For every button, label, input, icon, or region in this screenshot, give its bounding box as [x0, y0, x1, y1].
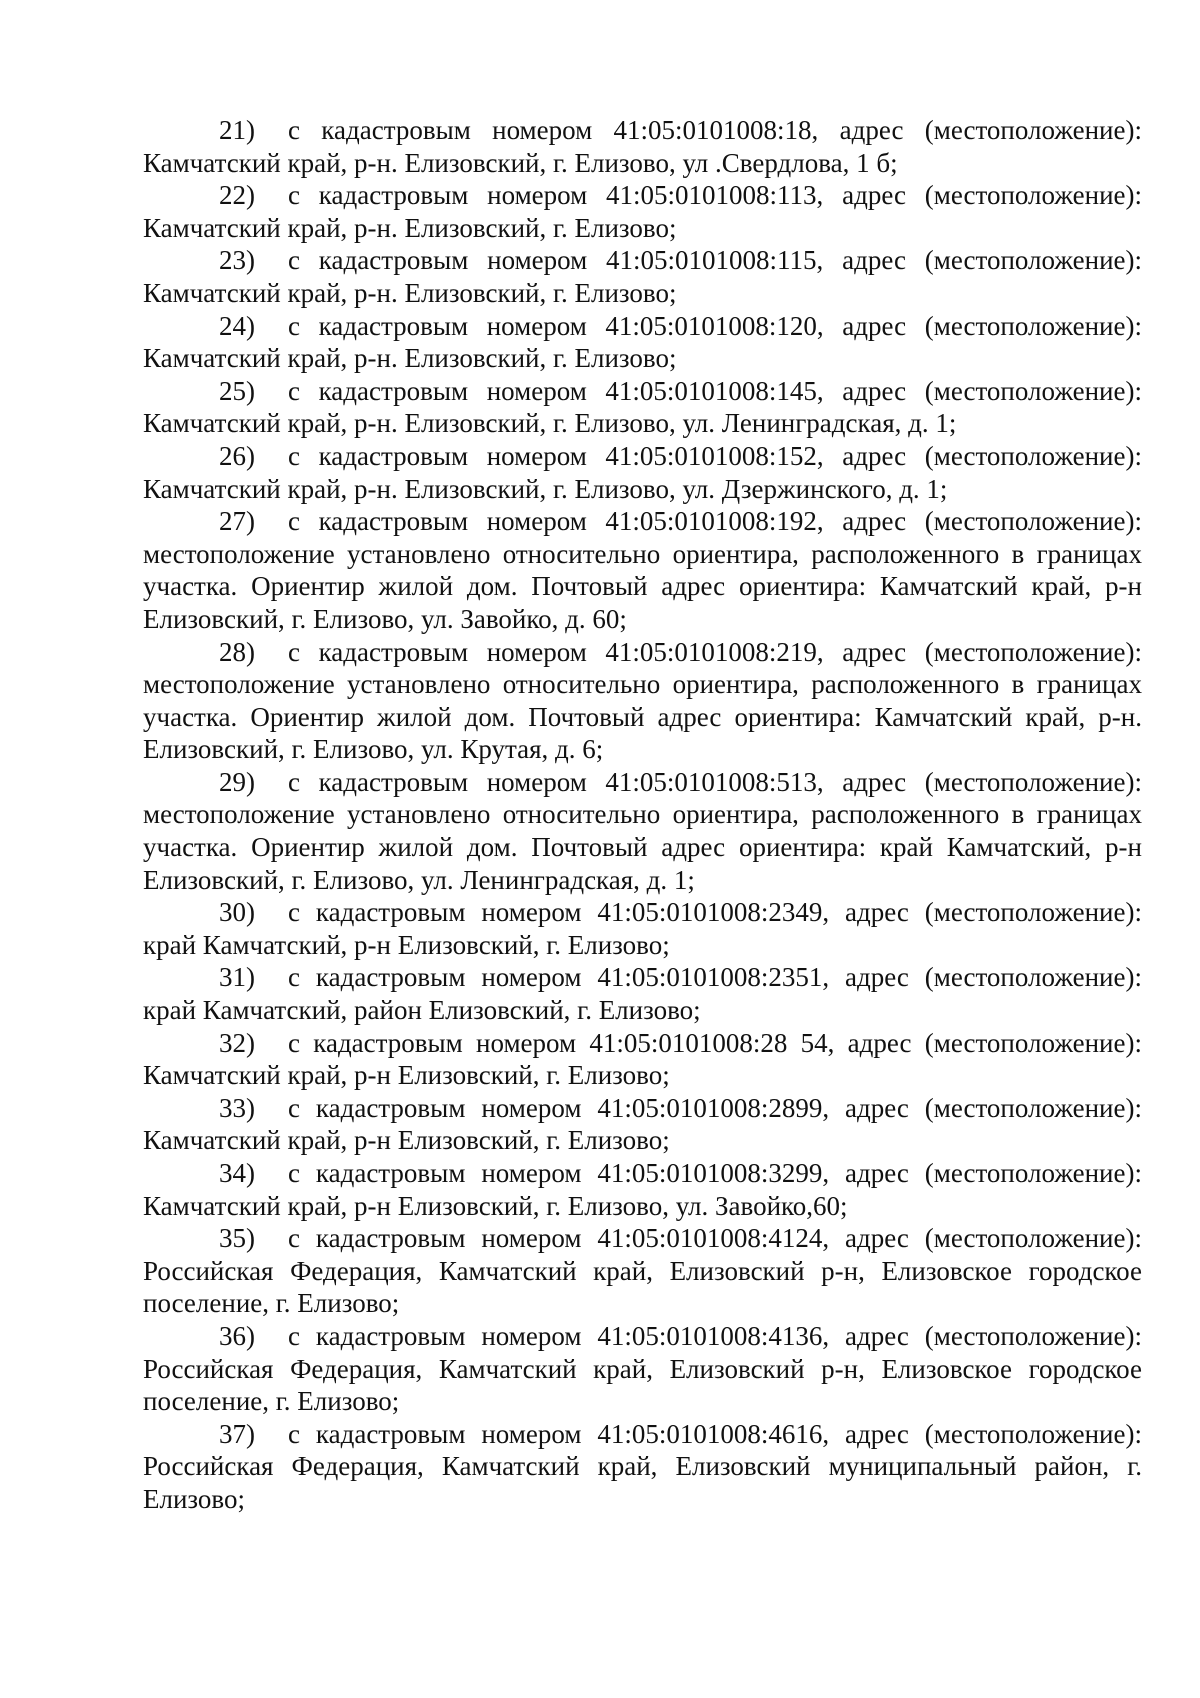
item-number: 34): [219, 1158, 255, 1188]
item-text: с кадастровым номером 41:05:0101008:28 54, адрес (местоположение): Камчатский край, р-н Елизовский, г. Елизово;: [143, 1027, 1142, 1091]
item-text: с кадастровым номером 41:05:0101008:145, адрес (местоположение): Камчатский край, р-н. Елизовский, г. Елизово, ул. Ленинградская, д. 1;: [143, 375, 1142, 439]
item-text: с кадастровым номером 41:05:0101008:219, адрес (местоположение): местоположение установлено относительно ориентира, расположенного в границах участка. Ориентир жилой дом. Почтовый адрес ориентира: Камчатский край, р-н. Елизовский, г. Елизово, ул. Крутая, д. 6;: [143, 636, 1142, 765]
item-text: с кадастровым номером 41:05:0101008:3299, адрес (местоположение): Камчатский край, р-н Елизовский, г. Елизово, ул. Завойко,60;: [143, 1158, 1142, 1221]
item-text: с кадастровым номером 41:05:0101008:2899, адрес (местоположение): Камчатский край, р-н Елизовский, г. Елизово;: [143, 1092, 1142, 1156]
list-item: [143, 1027, 1142, 1092]
list-item: [143, 244, 1142, 309]
item-text: с кадастровым номером 41:05:0101008:4136, адрес (местоположение): Российская Федерация, Камчатский край, Елизовский р-н, Елизовское городское поселение, г. Елизово;: [143, 1320, 1142, 1417]
item-text: с кадастровым номером 41:05:0101008:4124, адрес (местоположение): Российская Федерация, Камчатский край, Елизовский р-н, Елизовское городское поселение, г. Елизово;: [143, 1223, 1142, 1319]
list-item: [143, 310, 1142, 375]
item-number: 26): [219, 440, 255, 471]
list-item: [143, 179, 1142, 244]
item-number: 36): [219, 1320, 255, 1351]
item-text: с кадастровым номером 41:05:0101008:513, адрес (местоположение): местоположение установлено относительно ориентира, расположенного в границах участка. Ориентир жилой дом. Почтовый адрес ориентира: край Камчатский, р-н Елизовский, г. Елизово, ул. Ленинградская, д. 1;: [143, 766, 1142, 895]
item-number: 27): [219, 506, 255, 537]
item-number: 29): [219, 766, 255, 797]
item-number: 25): [219, 375, 255, 406]
item-text: с кадастровым номером 41:05:0101008:2349, адрес (местоположение): край Камчатский, р-н Елизовский, г. Елизово;: [143, 897, 1142, 960]
item-text: с кадастровым номером 41:05:0101008:113, адрес (местоположение): Камчатский край, р-н. Елизовский, г. Елизово;: [143, 180, 1142, 243]
item-number: 21): [219, 115, 255, 145]
list-item: [143, 1157, 1142, 1222]
list-item: [143, 1092, 1142, 1157]
item-text: с кадастровым номером 41:05:0101008:115, адрес (местоположение): Камчатский край, р-н. Елизовский, г. Елизово;: [143, 245, 1142, 308]
item-number: 37): [219, 1418, 255, 1449]
item-text: с кадастровым номером 41:05:0101008:4616, адрес (местоположение): Российская Федерация, Камчатский край, Елизовский муниципальный район, г. Елизово;: [143, 1418, 1142, 1514]
item-number: 24): [219, 310, 255, 341]
item-number: 28): [219, 636, 255, 667]
item-number: 35): [219, 1223, 255, 1254]
list-item: [143, 1222, 1142, 1320]
item-number: 31): [219, 962, 255, 993]
item-text: с кадастровым номером 41:05:0101008:2351, адрес (местоположение): край Камчатский, район Елизовский, г. Елизово;: [143, 962, 1142, 1026]
list-item: [143, 636, 1142, 766]
item-number: 32): [219, 1027, 255, 1058]
list-item: [143, 505, 1142, 635]
item-text: с кадастровым номером 41:05:0101008:18, адрес (местоположение): Камчатский край, р-н. Елизовский, г. Елизово, ул .Свердлова, 1 б;: [143, 115, 1142, 178]
item-number: 30): [219, 897, 255, 928]
list-item: [143, 1320, 1142, 1418]
list-item: [143, 961, 1142, 1026]
list-item: [143, 375, 1142, 440]
item-number: 22): [219, 180, 255, 211]
list-item: [143, 766, 1142, 896]
list-item: [143, 114, 1142, 179]
list-item: [143, 1418, 1142, 1516]
document-body: [143, 114, 1142, 1516]
list-item: [143, 896, 1142, 961]
list-item: [143, 440, 1142, 505]
item-text: с кадастровым номером 41:05:0101008:152, адрес (местоположение): Камчатский край, р-н. Елизовский, г. Елизово, ул. Дзержинского, д. 1;: [143, 440, 1142, 504]
item-text: с кадастровым номером 41:05:0101008:120, адрес (местоположение): Камчатский край, р-н. Елизовский, г. Елизово;: [143, 310, 1142, 374]
item-number: 33): [219, 1092, 255, 1123]
item-text: с кадастровым номером 41:05:0101008:192, адрес (местоположение): местоположение установлено относительно ориентира, расположенного в границах участка. Ориентир жилой дом. Почтовый адрес ориентира: Камчатский край, р-н Елизовский, г. Елизово, ул. Завойко, д. 60;: [143, 506, 1142, 634]
item-number: 23): [219, 245, 255, 276]
